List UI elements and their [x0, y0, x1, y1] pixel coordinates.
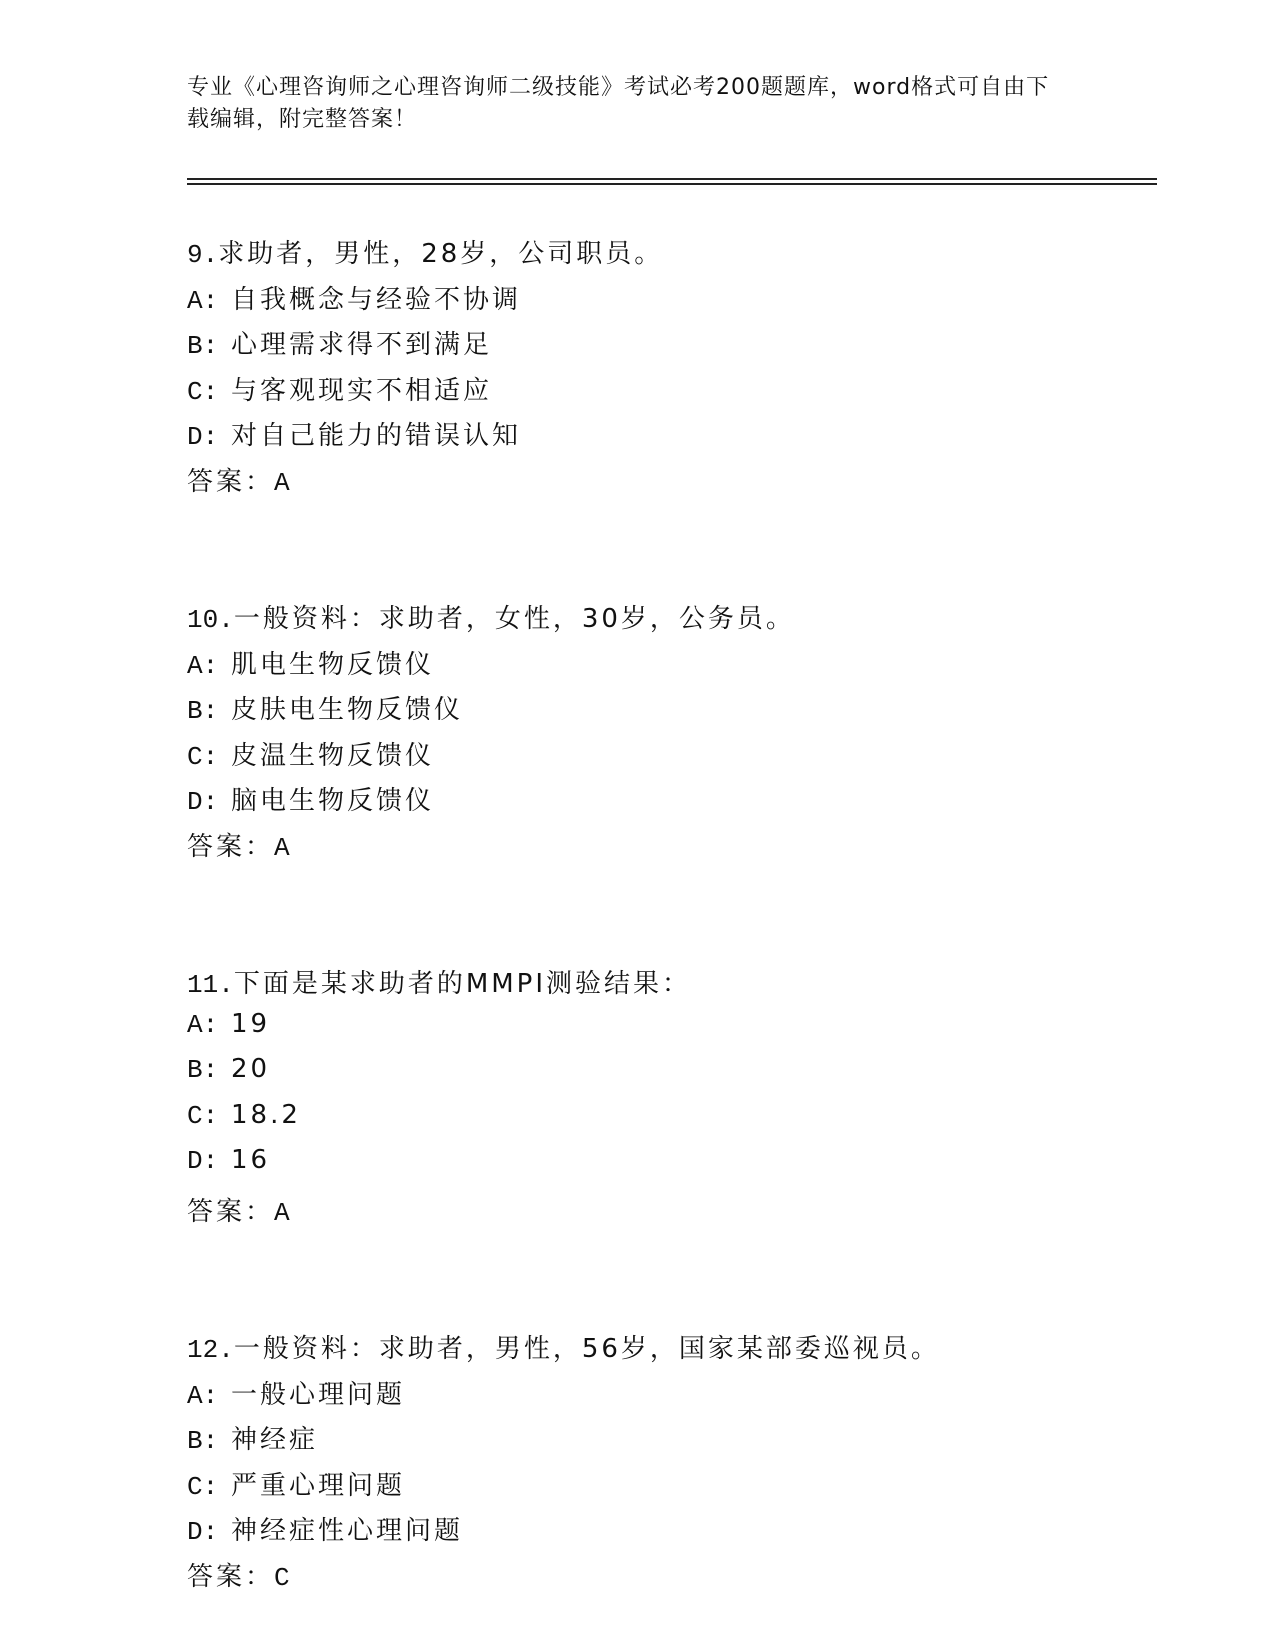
- option-text: 一般心理问题: [231, 1379, 406, 1410]
- option-text: 皮温生物反馈仪: [231, 740, 435, 771]
- document-header: 专业《心理咨询师之心理咨询师二级技能》考试必考200题题库，word格式可自由下载编辑，附完整答案！: [187, 75, 1050, 132]
- header-rule-top: [187, 178, 1157, 180]
- option-text: 心理需求得不到满足: [231, 330, 493, 360]
- answer: [187, 461, 1147, 507]
- question-list: [187, 233, 1147, 1601]
- answer-value: A: [274, 1197, 290, 1228]
- question-text: 一般资料：求助者，男性，56岁，国家某部委巡视员。: [233, 1334, 940, 1364]
- answer: [187, 826, 1147, 872]
- option-letter: C:: [187, 1471, 219, 1502]
- option-b: [187, 689, 1147, 735]
- option-text: 19: [231, 1008, 271, 1039]
- option-b: [187, 324, 1147, 370]
- question-stem: [187, 963, 1147, 1009]
- option-letter: D:: [187, 1146, 219, 1176]
- option-text: 严重心理问题: [231, 1470, 406, 1501]
- option-a: [187, 1374, 1147, 1420]
- question-number: 9.: [187, 240, 219, 270]
- option-text: 与客观现实不相适应: [231, 375, 493, 406]
- answer: [187, 1556, 1147, 1602]
- option-d: [187, 415, 1147, 461]
- option-b: [187, 1419, 1147, 1465]
- answer-label: 答案：: [187, 831, 275, 862]
- question-number: 11.: [187, 970, 234, 1000]
- option-c: [187, 1465, 1147, 1511]
- option-b: [187, 1054, 1147, 1100]
- option-a: [187, 1009, 1147, 1055]
- answer-label: 答案：: [187, 466, 275, 497]
- option-letter: B:: [187, 696, 219, 726]
- option-c: [187, 1100, 1147, 1146]
- question-text: 下面是某求助者的MMPI测验结果：: [233, 969, 692, 999]
- question-9: [187, 233, 1147, 506]
- question-number: 10.: [187, 605, 234, 635]
- answer-value: A: [274, 832, 290, 863]
- option-d: [187, 1145, 1147, 1191]
- option-letter: A:: [187, 1380, 219, 1411]
- option-text: 16: [231, 1145, 271, 1175]
- question-number: 12.: [187, 1335, 234, 1365]
- option-letter: B:: [187, 1426, 219, 1456]
- question-text: 求助者，男性，28岁，公司职员。: [218, 239, 664, 269]
- answer-label: 答案：: [187, 1561, 275, 1592]
- option-text: 18.2: [231, 1099, 301, 1130]
- option-text: 对自己能力的错误认知: [231, 421, 522, 451]
- option-letter: A:: [187, 1009, 219, 1040]
- option-text: 神经症: [231, 1425, 319, 1455]
- question-10: [187, 598, 1147, 871]
- option-c: [187, 370, 1147, 416]
- option-letter: A:: [187, 650, 219, 681]
- option-a: [187, 644, 1147, 690]
- option-text: 20: [231, 1054, 271, 1084]
- answer-value: A: [274, 467, 290, 498]
- option-letter: C:: [187, 741, 219, 772]
- option-letter: B:: [187, 1055, 219, 1085]
- question-12: [187, 1328, 1147, 1601]
- option-text: 神经症性心理问题: [231, 1516, 464, 1546]
- option-text: 皮肤电生物反馈仪: [231, 695, 464, 725]
- option-text: 自我概念与经验不协调: [231, 284, 522, 315]
- option-letter: C:: [187, 1100, 219, 1131]
- option-letter: A:: [187, 285, 219, 316]
- option-letter: D:: [187, 422, 219, 452]
- header-rule-bottom: [187, 183, 1157, 185]
- option-text: 肌电生物反馈仪: [231, 649, 435, 680]
- option-letter: D:: [187, 787, 219, 817]
- option-text: 脑电生物反馈仪: [231, 786, 435, 816]
- option-a: [187, 279, 1147, 325]
- option-letter: B:: [187, 331, 219, 361]
- answer: [187, 1191, 1147, 1237]
- question-stem: [187, 1328, 1147, 1374]
- answer-label: 答案：: [187, 1196, 275, 1227]
- option-d: [187, 780, 1147, 826]
- option-letter: C:: [187, 376, 219, 407]
- option-letter: D:: [187, 1517, 219, 1547]
- question-stem: [187, 233, 1147, 279]
- question-stem: [187, 598, 1147, 644]
- question-11: [187, 963, 1147, 1236]
- question-text: 一般资料：求助者，女性，30岁，公务员。: [233, 604, 795, 634]
- option-d: [187, 1510, 1147, 1556]
- option-c: [187, 735, 1147, 781]
- answer-value: C: [274, 1562, 290, 1593]
